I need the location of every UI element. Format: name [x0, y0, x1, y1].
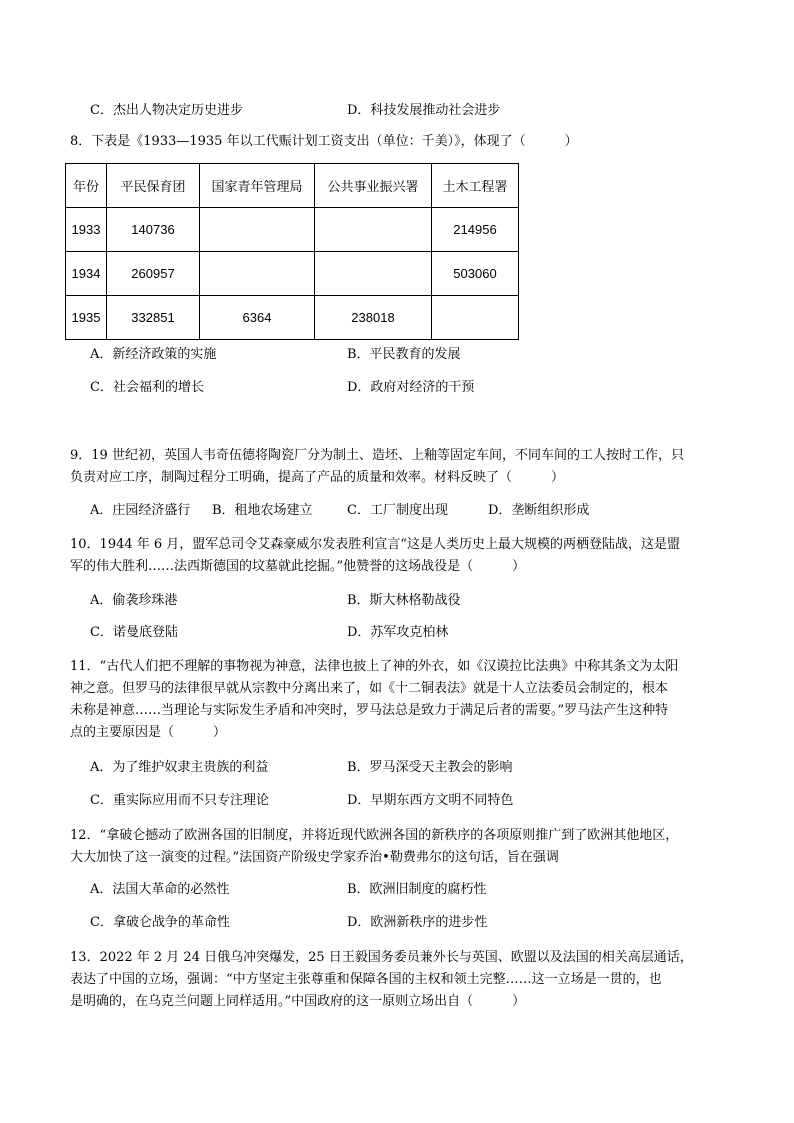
table-cell: 503060 — [432, 252, 519, 296]
table-cell — [315, 252, 432, 296]
table-header-cell: 年份 — [66, 164, 107, 208]
q11-stem-line: 11．“古代人们把不理解的事物视为神意，法律也披上了神的外衣，如《汉谟拉比法典》中称其条文为太阳 — [70, 659, 679, 674]
table-header-cell: 土木工程署 — [432, 164, 519, 208]
table-cell: 238018 — [315, 296, 432, 340]
q10-stem — [70, 534, 730, 578]
q13-stem — [70, 947, 730, 1013]
q8-option-d: D．政府对经济的干预 — [347, 380, 475, 395]
q7-option-c: C．杰出人物决定历史进步 — [90, 103, 243, 118]
wage-table — [65, 163, 519, 340]
table-cell: 6364 — [200, 296, 315, 340]
q9-stem — [70, 445, 730, 489]
q12-stem-line: 大大加快了这一演变的过程。”法国资产阶级史学家乔治•勒费弗尔的这句话，旨在强调 — [70, 850, 559, 865]
table-header-cell: 公共事业振兴署 — [315, 164, 432, 208]
q11-option-a: A．为了维护奴隶主贵族的利益 — [90, 760, 269, 775]
table-cell: 140736 — [107, 208, 200, 252]
q9-option-d: D．垄断组织形成 — [488, 503, 590, 518]
q11-stem-line: 神之意。但罗马的法律很早就从宗教中分离出来了，如《十二铜表法》就是十人立法委员会制定的，根本 — [70, 681, 669, 696]
q12-option-b: B．欧洲旧制度的腐朽性 — [347, 882, 487, 897]
table-cell — [432, 296, 519, 340]
table-cell: 1935 — [66, 296, 107, 340]
table-cell — [200, 208, 315, 252]
q8-stem: 8．下表是《1933—1935 年以工代赈计划工资支出（单位：千美）》，体现了（ ） — [70, 134, 578, 149]
table-row — [66, 208, 519, 252]
q9-option-c: C．工厂制度出现 — [347, 503, 448, 518]
table-row — [66, 252, 519, 296]
table-cell: 1934 — [66, 252, 107, 296]
q11-stem — [70, 656, 730, 744]
q9-option-b: B．租地农场建立 — [212, 503, 313, 518]
q10-stem-line: 10．1944 年 6 月，盟军总司令艾森豪威尔发表胜利宣言“这是人类历史上最大规模的两栖登陆战，这是盟 — [70, 537, 680, 552]
table-cell — [200, 252, 315, 296]
table-row — [66, 296, 519, 340]
q12-option-c: C．拿破仑战争的革命性 — [90, 915, 230, 930]
q12-option-a: A．法国大革命的必然性 — [90, 882, 230, 897]
table-header-cell: 国家青年管理局 — [200, 164, 315, 208]
q10-option-c: C．诺曼底登陆 — [90, 625, 178, 640]
table-cell — [315, 208, 432, 252]
q11-option-c: C．重实际应用而不只专注理论 — [90, 793, 269, 808]
q11-stem-line: 点的主要原因是（ ） — [70, 725, 227, 740]
table-header-cell: 平民保育团 — [107, 164, 200, 208]
q13-stem-line: 13．2022 年 2 月 24 日俄乌冲突爆发，25 日王毅国务委员兼外长与英国、欧盟以及法国的相关高层通话， — [70, 950, 693, 965]
table-cell: 332851 — [107, 296, 200, 340]
q12-stem — [70, 825, 730, 869]
q8-option-b: B．平民教育的发展 — [347, 347, 461, 362]
table-cell: 260957 — [107, 252, 200, 296]
q11-option-d: D．早期东西方文明不同特色 — [347, 793, 514, 808]
q11-option-b: B．罗马深受天主教会的影响 — [347, 760, 513, 775]
q9-stem-line: 负责对应工序，制陶过程分工明确，提高了产品的质量和效率。材料反映了（ ） — [70, 470, 565, 485]
table-cell: 1933 — [66, 208, 107, 252]
q8-option-a: A．新经济政策的实施 — [90, 347, 217, 362]
q13-stem-line: 是明确的，在乌克兰问题上同样适用。”中国政府的这一原则立场出自（ ） — [70, 994, 526, 1009]
q12-option-d: D．欧洲新秩序的进步性 — [347, 915, 488, 930]
q10-stem-line: 军的伟大胜利……法西斯德国的坟墓就此挖掘。”他赞誉的这场战役是（ ） — [70, 559, 526, 574]
q13-stem-line: 表达了中国的立场，强调：“中方坚定主张尊重和保障各国的主权和领土完整……这一立场是一贯的，也 — [70, 972, 662, 987]
q8-option-c: C．社会福利的增长 — [90, 380, 204, 395]
table-header-row — [66, 164, 519, 208]
q10-option-d: D．苏军攻克柏林 — [347, 625, 449, 640]
q11-stem-line: 未称是神意……当理论与实际发生矛盾和冲突时，罗马法总是致力于满足后者的需要。”罗马法产生这种特 — [70, 703, 669, 718]
q9-option-a: A．庄园经济盛行 — [90, 503, 191, 518]
q12-stem-line: 12．“拿破仑撼动了欧洲各国的旧制度，并将近现代欧洲各国的新秩序的各项原则推广到了欧洲其他地区， — [70, 828, 679, 843]
table-cell: 214956 — [432, 208, 519, 252]
q10-option-a: A．偷袭珍珠港 — [90, 593, 178, 608]
q7-option-d: D．科技发展推动社会进步 — [347, 103, 501, 118]
q10-option-b: B．斯大林格勒战役 — [347, 593, 461, 608]
q9-stem-line: 9．19 世纪初，英国人韦奇伍德将陶瓷厂分为制土、造坯、上釉等固定车间，不同车间的工人按时工作，只 — [70, 448, 684, 463]
